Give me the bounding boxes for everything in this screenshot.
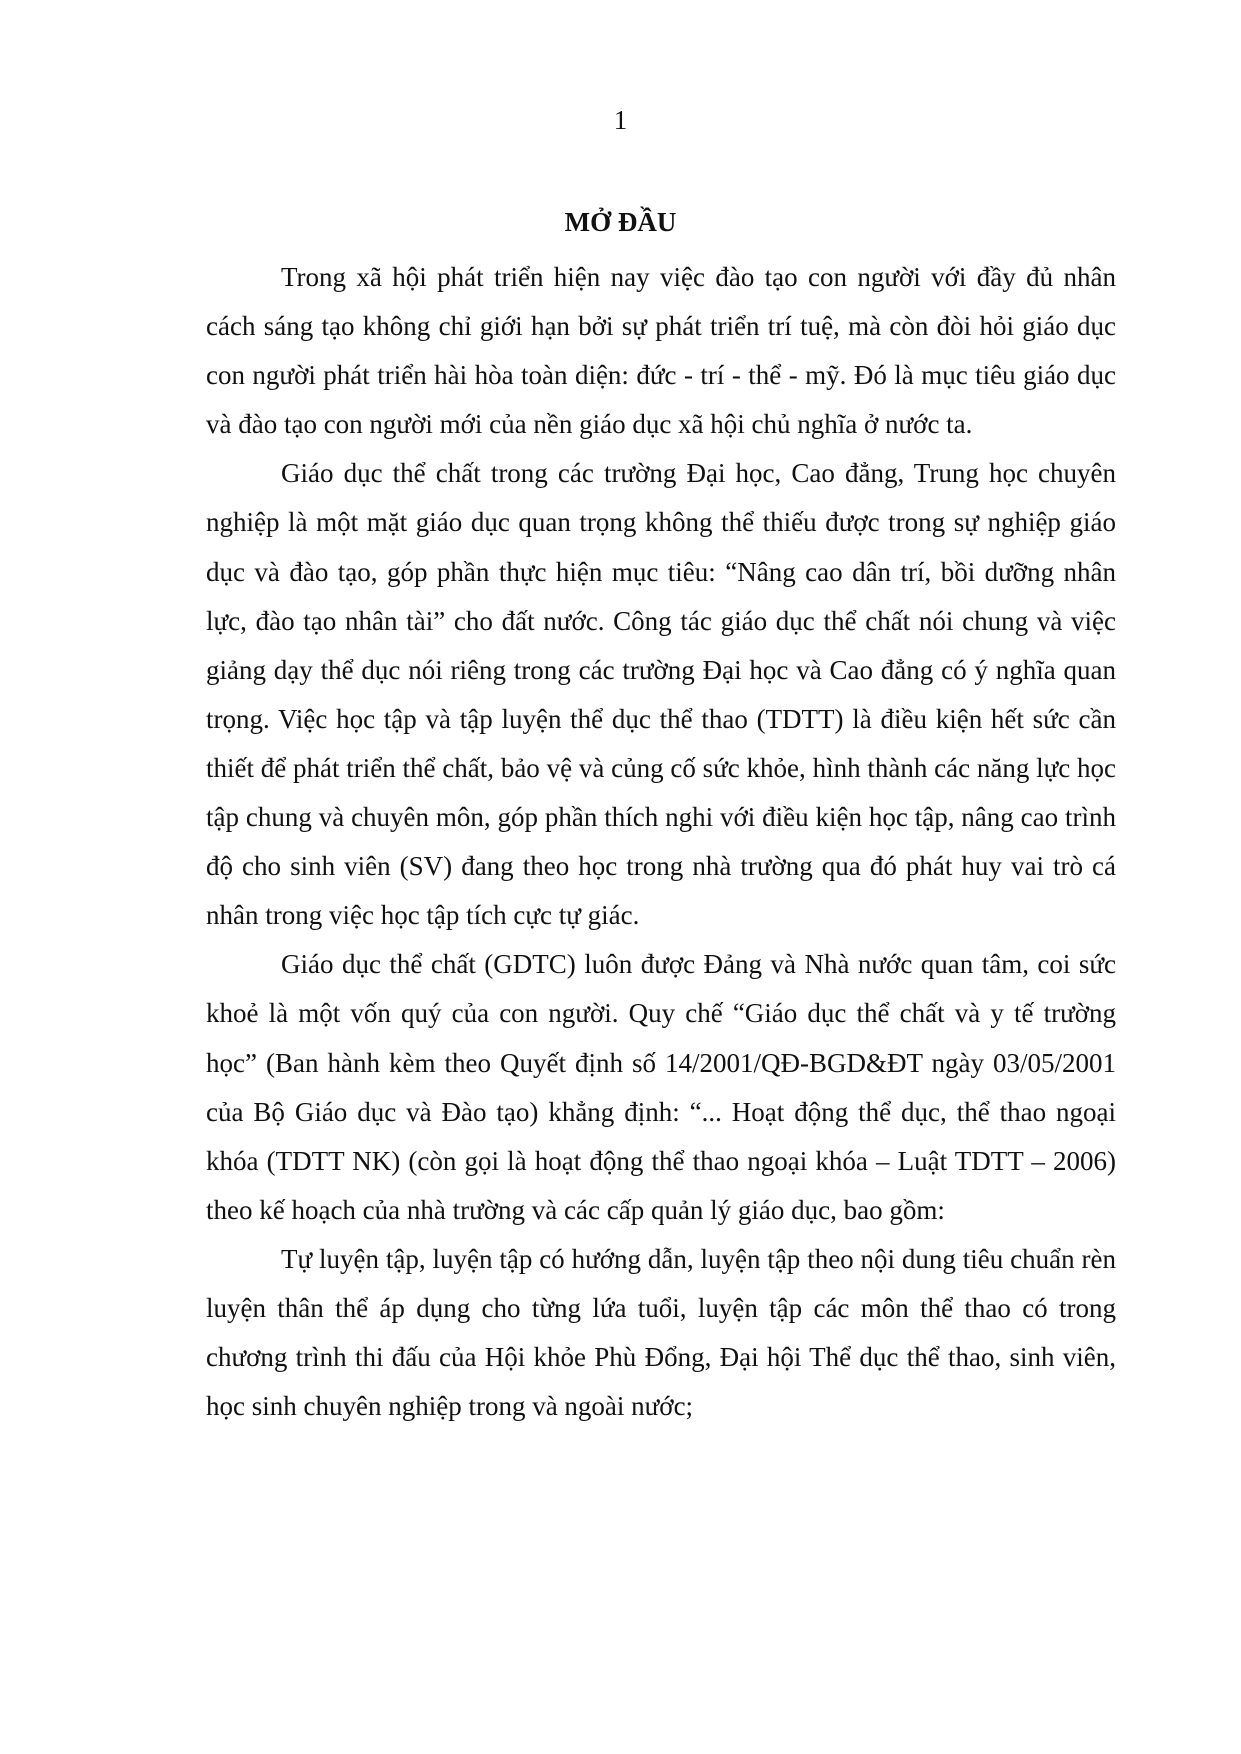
section-heading: MỞ ĐẦU: [564, 207, 677, 237]
paragraph-1: Trong xã hội phát triển hiện nay việc đào tạo con người với đầy đủ nhân cách sáng tạo không chỉ giới hạn bởi sự phát triển trí tuệ, mà còn đòi hỏi giáo dục con người phát triển hài hòa toàn diện: đức - trí - thể - mỹ. Đó là mục tiêu giáo dục và đào tạo con người mới của nền giáo dục xã hội chủ nghĩa ở nước ta.: [206, 262, 1116, 440]
paragraph-4: Tự luyện tập, luyện tập có hướng dẫn, luyện tập theo nội dung tiêu chuẩn rèn luyện thân thể áp dụng cho từng lứa tuổi, luyện tập các môn thể thao có trong chương trình thi đấu của Hội khỏe Phù Đổng, Đại hội Thể dục thể thao, sinh viên, học sinh chuyên nghiệp trong và ngoài nước;: [206, 1243, 1116, 1422]
paragraph-3: Giáo dục thể chất (GDTC) luôn được Đảng và Nhà nước quan tâm, coi sức khoẻ là một vốn quý của con người. Quy chế “Giáo dục thể chất và y tế trường học” (Ban hành kèm theo Quyết định số 14/2001/QĐ-BGD&ĐT ngày 03/05/2001 của Bộ Giáo dục và Đào tạo) khẳng định: “... Hoạt động thể dục, thể thao ngoại khóa (TDTT NK) (còn gọi là hoạt động thể thao ngoại khóa – Luật TDTT – 2006) theo kế hoạch của nhà trường và các cấp quản lý giáo dục, bao gồm:: [206, 949, 1116, 1225]
paragraph-2: Giáo dục thể chất trong các trường Đại học, Cao đẳng, Trung học chuyên nghiệp là một mặt giáo dục quan trọng không thể thiếu được trong sự nghiệp giáo dục và đào tạo, góp phần thực hiện mục tiêu: “Nâng cao dân trí, bồi dưỡng nhân lực, đào tạo nhân tài” cho đất nước. Công tác giáo dục thể chất nói chung và việc giảng dạy thể dục nói riêng trong các trường Đại học và Cao đẳng có ý nghĩa quan trọng. Việc học tập và tập luyện thể dục thể thao (TDTT) là điều kiện hết sức cần thiết để phát triển thể chất, bảo vệ và củng cố sức khỏe, hình thành các năng lực học tập chung và chuyên môn, góp phần thích nghi với điều kiện học tập, nâng cao trình độ cho sinh viên (SV) đang theo học trong nhà trường qua đó phát huy vai trò cá nhân trong việc học tập tích cực tự giác.: [206, 458, 1116, 931]
body-text: [206, 253, 1116, 1431]
page-number: 1: [613, 105, 628, 135]
